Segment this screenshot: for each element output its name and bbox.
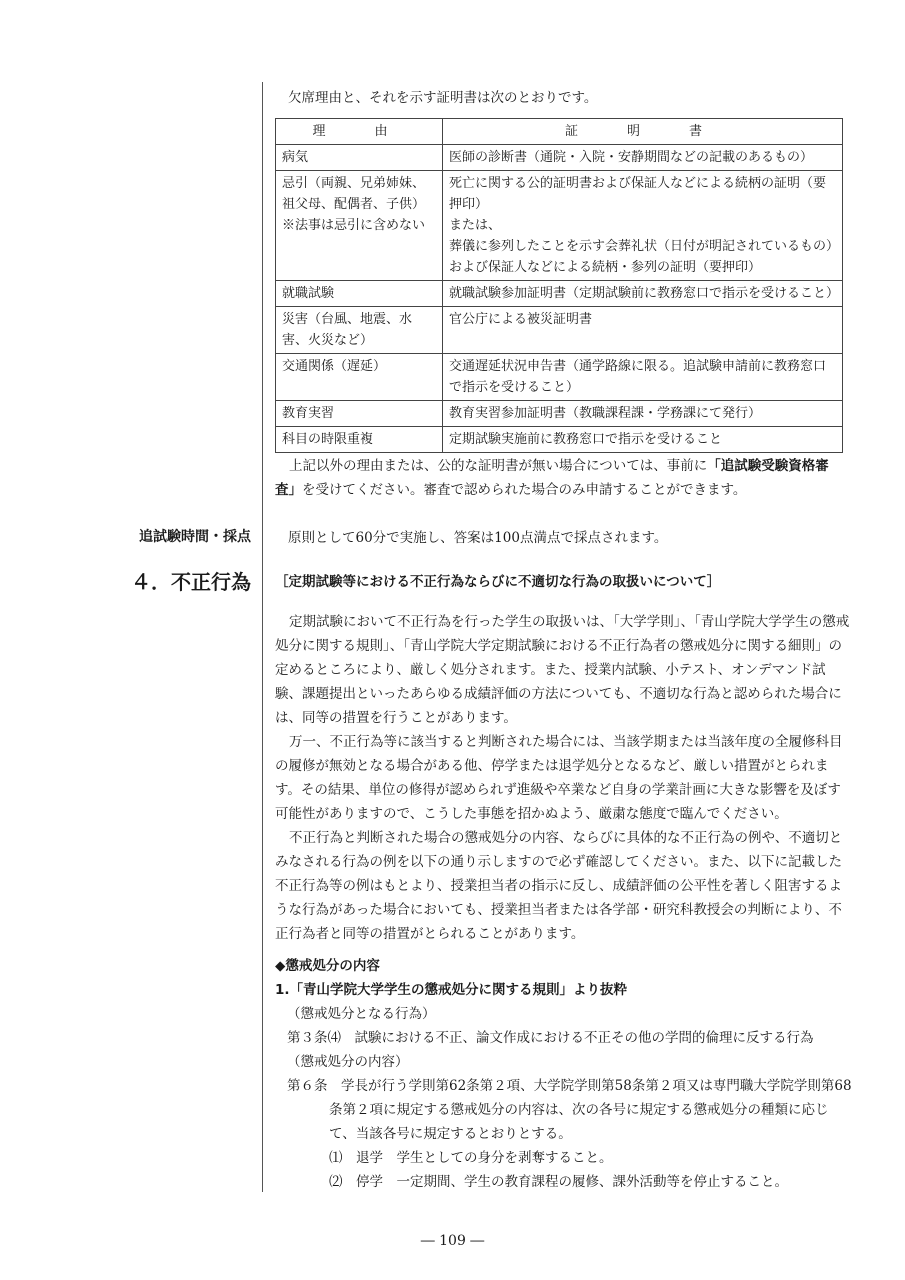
table-row bbox=[276, 281, 843, 307]
article-3: 第３条⑷ 試験における不正、論文作成における不正その他の学問的倫理に反する行為 bbox=[287, 1030, 814, 1046]
discipline-heading: ◆懲戒処分の内容 bbox=[275, 958, 380, 974]
section-title: ４．不正行為 bbox=[131, 570, 251, 594]
table-row bbox=[276, 401, 843, 427]
note-before: 上記以外の理由または、公的な証明書が無い場合については、事前に bbox=[289, 458, 708, 474]
absence-reason-table bbox=[275, 118, 843, 453]
note-after: を受けてください。審査で認められた場合のみ申請することができます。 bbox=[302, 482, 747, 498]
discipline-block bbox=[275, 954, 855, 1194]
table-row bbox=[276, 307, 843, 354]
reason-cell: 科目の時限重複 bbox=[276, 427, 443, 453]
sub-heading-acts: （懲戒処分となる行為） bbox=[287, 1006, 436, 1022]
table-row bbox=[276, 171, 843, 281]
item-suspension: ⑵ 停学 一定期間、学生の教育課程の履修、課外活動等を停止すること。 bbox=[329, 1174, 788, 1190]
paragraph-2: 万一、不正行為等に該当すると判断された場合には、当該学期または当該年度の全履修科目の履修が無効となる場合がある他、停学または退学処分となるなど、厳しい措置がとられます。その結果、単位の修得が認められず進級や卒業など自身の学業計画に大きな影響を及ぼす可能性がありますので、こうした事態を招かぬよう、厳粛な態度で臨んでください。 bbox=[275, 734, 843, 822]
proof-cell: 死亡に関する公的証明書および保証人などによる続柄の証明（要押印） または、 葬儀に参列したことを示す会葬礼状（日付が明記されているもの）および保証人などによる続柄・参列の証明（要押印） bbox=[443, 171, 843, 281]
paragraph-1: 定期試験において不正行為を行った学生の取扱いは、「大学学則」、「青山学院大学学生の懲戒処分に関する規則」、「青山学院大学定期試験における不正行為者の懲戒処分に関する細則」の定めるところにより、厳しく処分されます。また、授業内試験、小テスト、オンデマンド試験、課題提出といったあらゆる成績評価の方法についても、不適切な行為と認められた場合には、同等の措置を行うことがあります。 bbox=[275, 614, 850, 726]
note-paragraph bbox=[275, 454, 843, 502]
table-header-row bbox=[276, 119, 843, 145]
article-6: 第６条 学長が行う学則第62条第２項、大学院学則第58条第２項又は専門職大学院学則第68条第２項に規定する懲戒処分の内容は、次の各号に規定する懲戒処分の種類に応じて、当該各号に規定するとおりとする。 bbox=[287, 1078, 852, 1142]
table-row bbox=[276, 354, 843, 401]
paragraph-3: 不正行為と判断された場合の懲戒処分の内容、ならびに具体的な不正行為の例や、不適切とみなされる行為の例を以下の通り示しますので必ず確認してください。また、以下に記載した不正行為等の例はもとより、授業担当者の指示に反し、成績評価の公平性を著しく阻害するような行為があった場合においても、授業担当者または各学部・研究科教授会の判断により、不正行為者と同等の措置がとられることがあります。 bbox=[275, 830, 843, 942]
header-proof: 証 明 書 bbox=[443, 119, 843, 145]
note-emphasis: 「追試験受験資格審査」 bbox=[275, 458, 829, 498]
reason-cell: 忌引（両親、兄弟姉妹、祖父母、配偶者、子供） ※法事は忌引に含めない bbox=[276, 171, 443, 281]
note-block bbox=[275, 454, 843, 502]
sub-heading-content: （懲戒処分の内容） bbox=[287, 1054, 409, 1070]
page-number: ― 109 ― bbox=[420, 1233, 485, 1249]
proof-cell: 就職試験参加証明書（定期試験前に教務窓口で指示を受けること） bbox=[443, 281, 843, 307]
side-heading-exam-time: 追試験時間・採点 bbox=[139, 529, 251, 545]
proof-cell: 官公庁による被災証明書 bbox=[443, 307, 843, 354]
proof-cell: 交通遅延状況申告書（通学路線に限る。追試験申請前に教務窓口で指示を受けること） bbox=[443, 354, 843, 401]
exam-time-text: 原則として60分で実施し、答案は100点満点で採点されます。 bbox=[288, 530, 668, 546]
table-row bbox=[276, 145, 843, 171]
reason-cell: 教育実習 bbox=[276, 401, 443, 427]
table-body bbox=[276, 145, 843, 453]
reason-cell: 交通関係（遅延） bbox=[276, 354, 443, 401]
section-heading: ［定期試験等における不正行為ならびに不適切な行為の取扱いについて］ bbox=[275, 574, 721, 590]
reason-cell: 災害（台風、地震、水害、火災など） bbox=[276, 307, 443, 354]
proof-cell: 医師の診断書（通院・入院・安静期間などの記載のあるもの） bbox=[443, 145, 843, 171]
body-paragraphs bbox=[275, 610, 850, 946]
intro-text: 欠席理由と、それを示す証明書は次のとおりです。 bbox=[288, 90, 598, 106]
proof-cell: 定期試験実施前に教務窓口で指示を受けること bbox=[443, 427, 843, 453]
reason-cell: 就職試験 bbox=[276, 281, 443, 307]
margin-rule bbox=[262, 82, 263, 1192]
header-reason: 理 由 bbox=[276, 119, 443, 145]
reason-cell: 病気 bbox=[276, 145, 443, 171]
table-row bbox=[276, 427, 843, 453]
item-expulsion: ⑴ 退学 学生としての身分を剥奪すること。 bbox=[329, 1150, 613, 1166]
rule-title: 1.「青山学院大学学生の懲戒処分に関する規則」より抜粋 bbox=[275, 982, 628, 998]
proof-cell: 教育実習参加証明書（教職課程課・学務課にて発行） bbox=[443, 401, 843, 427]
